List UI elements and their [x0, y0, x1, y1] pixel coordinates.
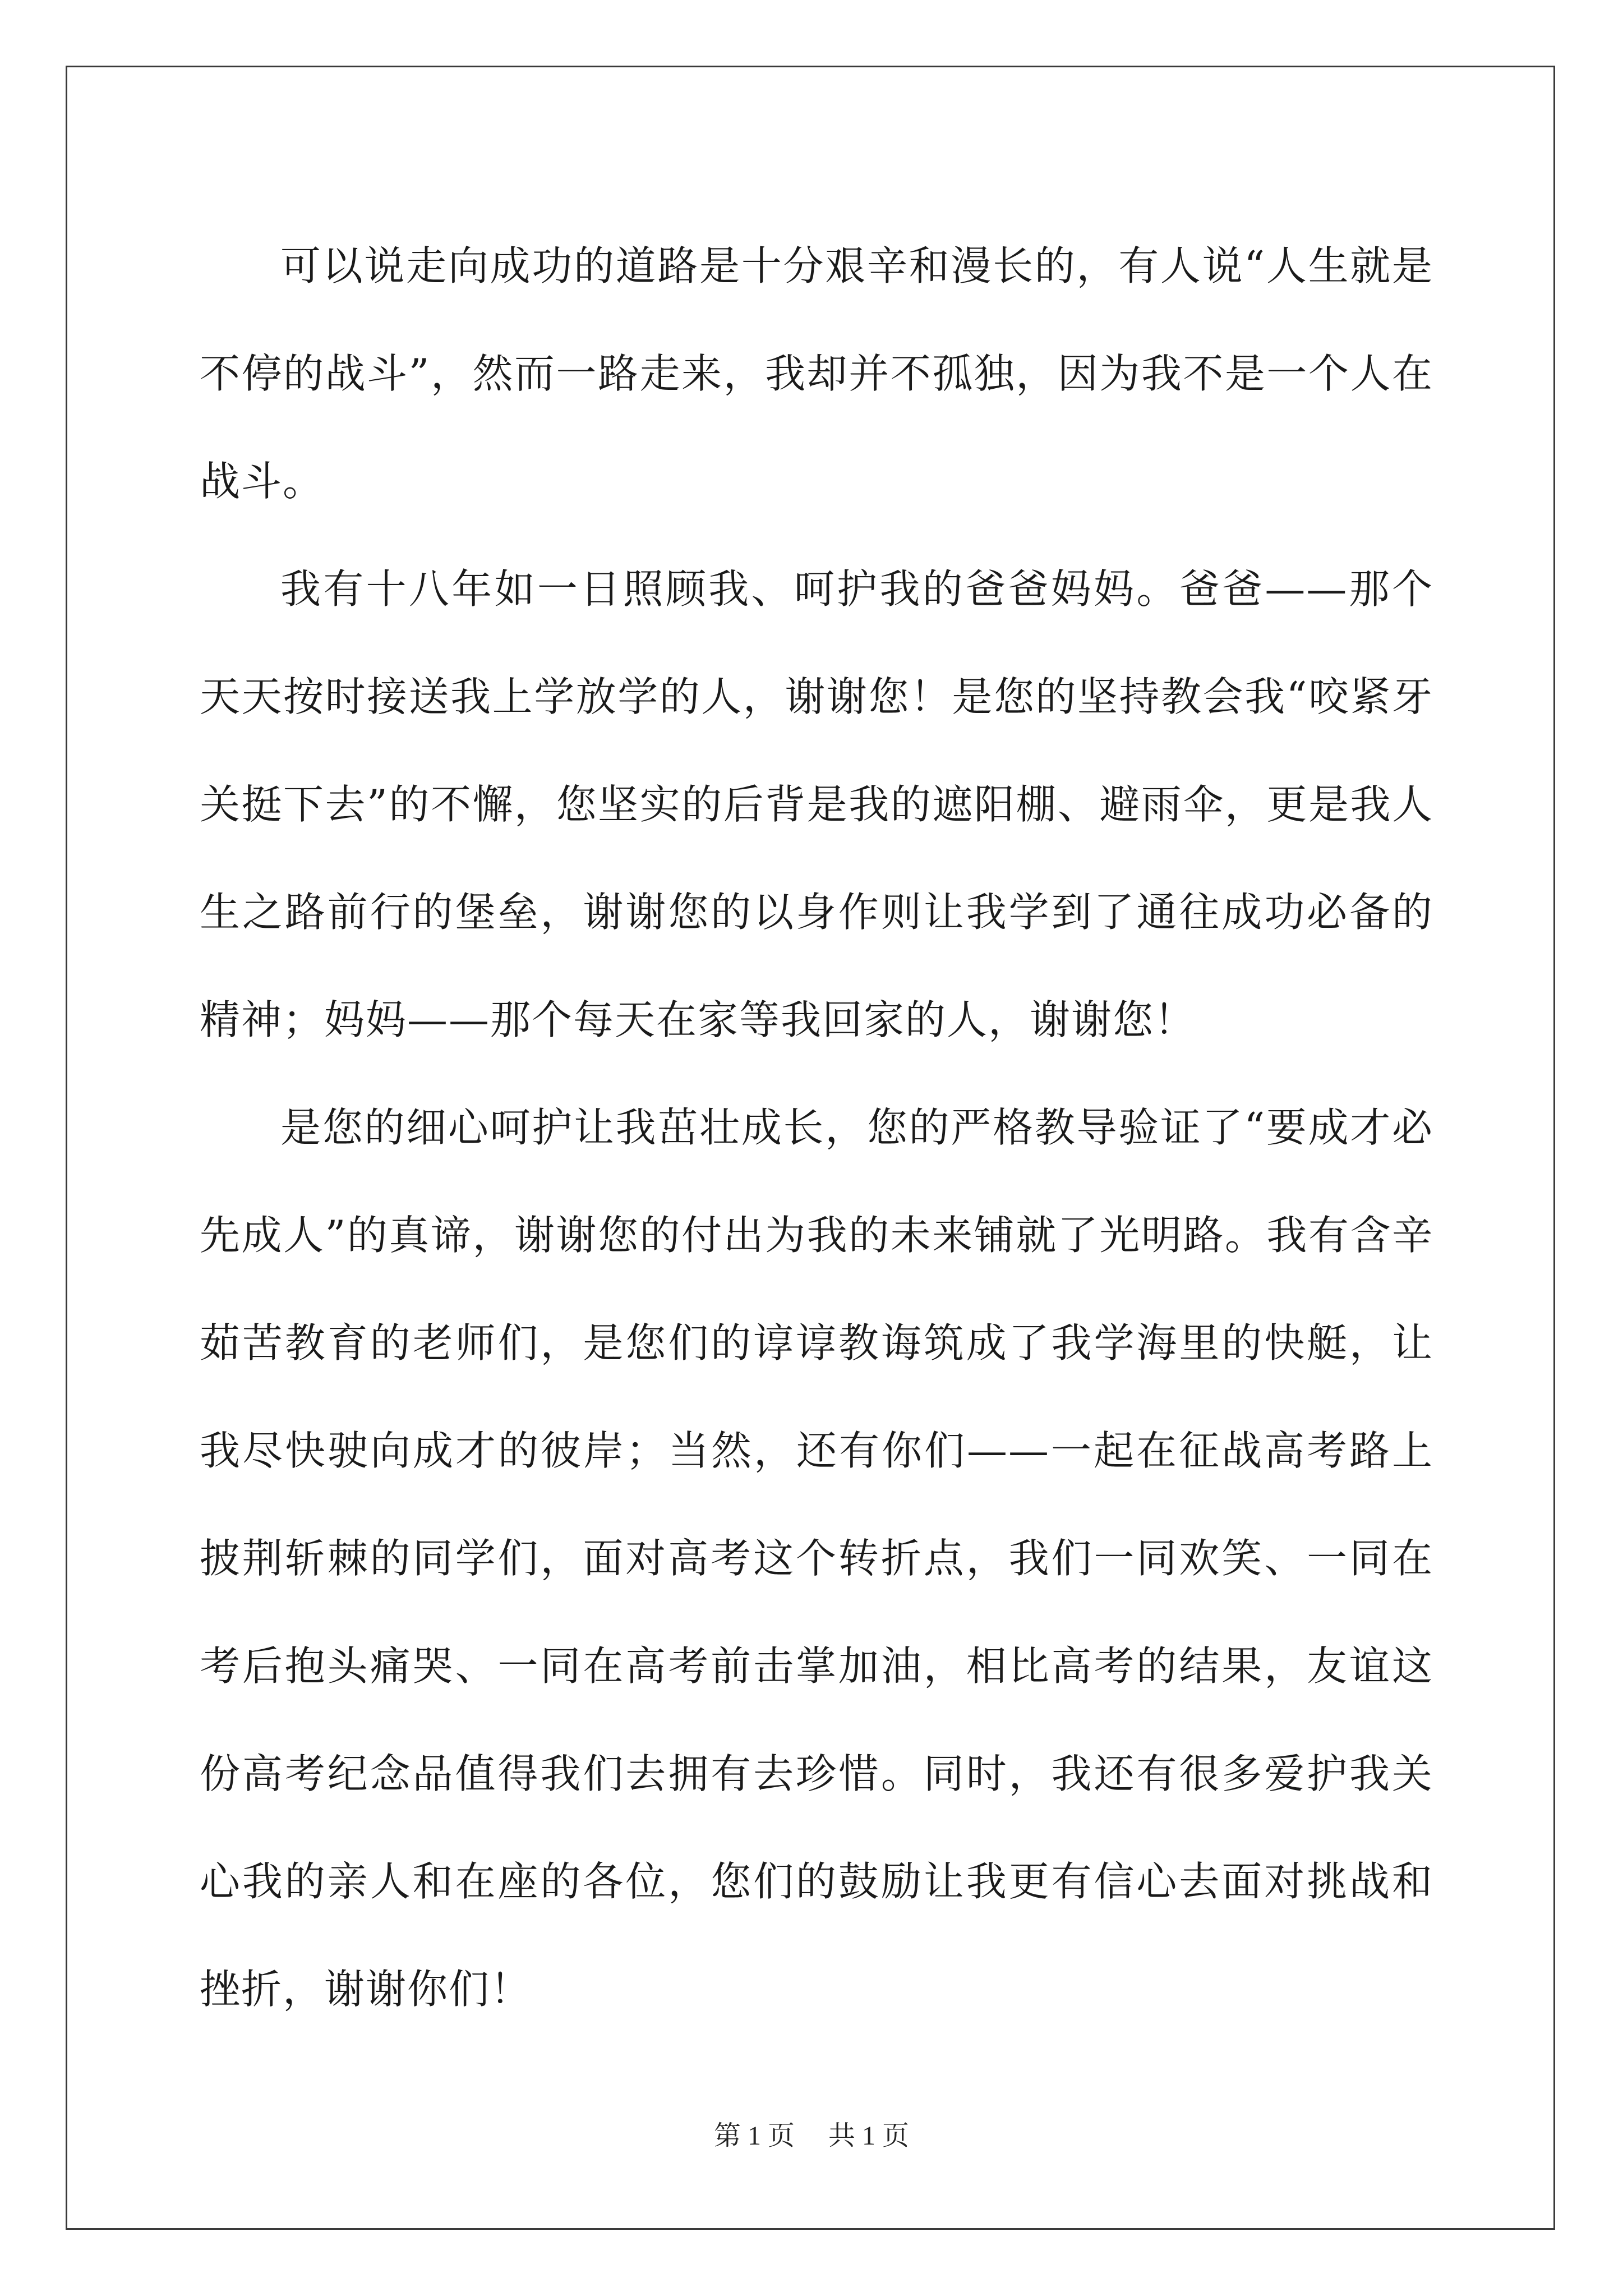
paragraph-3: 是您的细心呵护让我茁壮成长，您的严格教导验证了“要成才必先成人”的真谛，谢谢您的付出为我的未来铺就了光明路。我有含辛茹苦教育的老师们，是您们的谆谆教诲筑成了我学海里的快艇，让我尽快驶向成才的彼岸；当然，还有你们——一起在征战高考路上披荆斩棘的同学们，面对高考这个转折点，我们一同欢笑、一同在考后抱头痛哭、一同在高考前击掌加油，相比高考的结果，友谊这份高考纪念品值得我们去拥有去珍惜。同时，我还有很多爱护我关心我的亲人和在座的各位，您们的鼓励让我更有信心去面对挑战和挫折，谢谢你们！	[200, 1104, 1433, 2013]
page-number: 第 1 页	[713, 2121, 795, 2151]
total-pages: 共 1 页	[828, 2121, 910, 2151]
paragraph-1: 可以说走向成功的道路是十分艰辛和漫长的，有人说“人生就是不停的战斗”，然而一路走来，我却并不孤独，因为我不是一个人在战斗。	[200, 242, 1433, 505]
page-footer	[0, 2119, 1623, 2153]
paragraph-2: 我有十八年如一日照顾我、呵护我的爸爸妈妈。爸爸——那个天天按时接送我上学放学的人，谢谢您！是您的坚持教会我“咬紧牙关挺下去”的不懈，您坚实的后背是我的遮阳棚、避雨伞，更是我人生之路前行的堡垒，谢谢您的以身作则让我学到了通往成功必备的精神；妈妈——那个每天在家等我回家的人，谢谢您！	[200, 565, 1433, 1043]
document-body	[200, 212, 1433, 2043]
